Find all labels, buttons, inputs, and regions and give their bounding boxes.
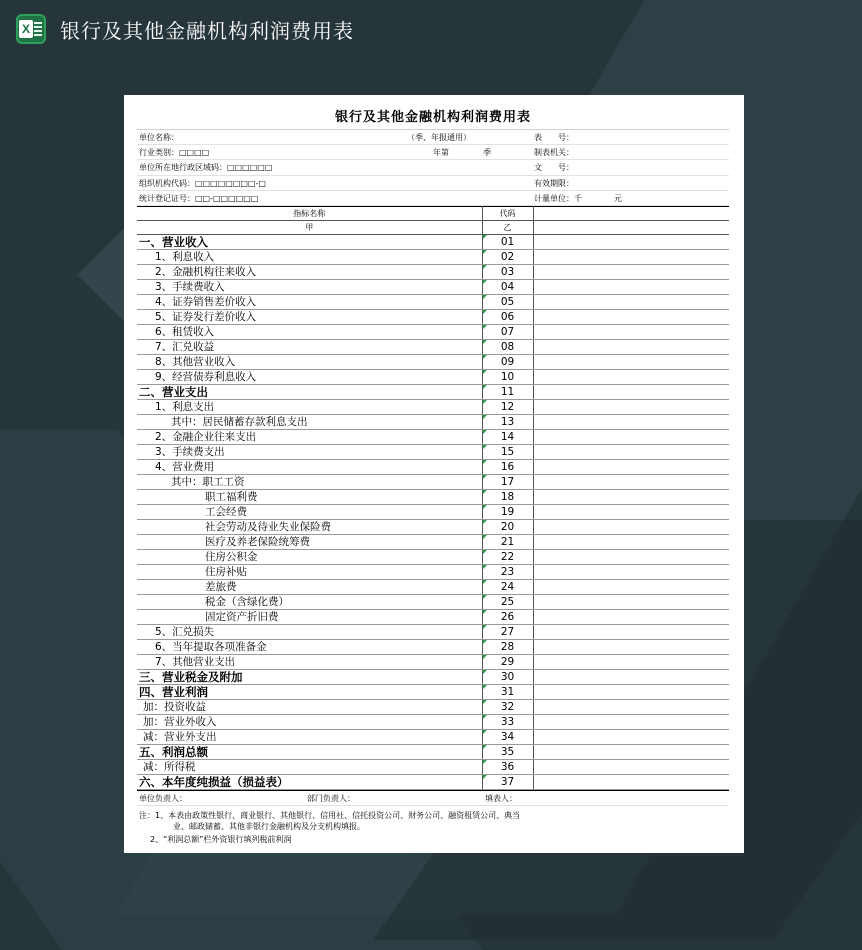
indicator-code: 17 (482, 474, 533, 489)
indicator-name: 税金（含绿化费） (137, 594, 482, 609)
table-header-row (137, 206, 729, 220)
table-row (137, 654, 729, 669)
value-cell[interactable] (533, 264, 729, 279)
indicator-name: 6、租赁收入 (137, 324, 482, 339)
indicator-name: 住房补贴 (137, 564, 482, 579)
indicator-code: 02 (482, 249, 533, 264)
table-row (137, 669, 729, 684)
table-subheader-row (137, 220, 729, 234)
value-cell[interactable] (533, 549, 729, 564)
indicator-code: 32 (482, 699, 533, 714)
value-cell[interactable] (533, 294, 729, 309)
indicator-code: 03 (482, 264, 533, 279)
indicator-name: 四、营业利润 (137, 684, 482, 699)
value-cell[interactable] (533, 624, 729, 639)
indicator-code: 28 (482, 639, 533, 654)
info-row (137, 176, 729, 191)
info-left: 行业类别：□□□□ (139, 148, 210, 158)
indicator-code: 21 (482, 534, 533, 549)
value-cell[interactable] (533, 354, 729, 369)
indicator-name: 社会劳动及待业失业保险费 (137, 519, 482, 534)
value-cell[interactable] (533, 504, 729, 519)
indicator-code: 36 (482, 759, 533, 774)
table-row (137, 549, 729, 564)
indicator-name: 固定资产折旧费 (137, 609, 482, 624)
notes (137, 806, 729, 845)
indicator-code: 24 (482, 579, 533, 594)
indicator-code: 05 (482, 294, 533, 309)
indicator-code: 08 (482, 339, 533, 354)
info-left: 统计登记证号：□□-□□□□□□ (139, 193, 259, 203)
indicator-code: 10 (482, 369, 533, 384)
window-title: 银行及其他金融机构利润费用表 (60, 18, 354, 43)
info-row (137, 191, 729, 206)
table-row (137, 369, 729, 384)
table-row (137, 264, 729, 279)
table-row (137, 744, 729, 759)
table-row (137, 684, 729, 699)
subheader-name: 甲 (137, 220, 482, 234)
indicator-code: 06 (482, 309, 533, 324)
value-cell[interactable] (533, 249, 729, 264)
info-right: 计量单位：千 元 (534, 193, 622, 203)
table-row (137, 474, 729, 489)
value-cell[interactable] (533, 639, 729, 654)
indicator-code: 37 (482, 774, 533, 789)
indicator-name: 4、证券销售差价收入 (137, 294, 482, 309)
indicator-code: 18 (482, 489, 533, 504)
value-cell[interactable] (533, 489, 729, 504)
indicator-code: 23 (482, 564, 533, 579)
value-cell[interactable] (533, 729, 729, 744)
indicator-code: 19 (482, 504, 533, 519)
indicator-code: 14 (482, 429, 533, 444)
indicator-name: 一、营业收入 (137, 234, 482, 249)
table-row (137, 564, 729, 579)
title-bar (0, 0, 862, 58)
value-cell[interactable] (533, 429, 729, 444)
subheader-code: 乙 (482, 220, 533, 234)
spreadsheet-page (124, 95, 744, 853)
table-row (137, 339, 729, 354)
report-title: 银行及其他金融机构利润费用表 (137, 107, 729, 130)
indicator-code: 34 (482, 729, 533, 744)
table-row (137, 504, 729, 519)
value-cell[interactable] (533, 234, 729, 249)
indicator-name: 其中：职工工资 (137, 474, 482, 489)
value-cell[interactable] (533, 579, 729, 594)
indicator-name: 工会经费 (137, 504, 482, 519)
indicator-code: 20 (482, 519, 533, 534)
indicator-code: 07 (482, 324, 533, 339)
table-row (137, 579, 729, 594)
info-mid2: 季 (483, 148, 491, 158)
table-row (137, 699, 729, 714)
unit-head-label: 单位负责人： (139, 793, 187, 803)
table-row (137, 234, 729, 249)
indicator-name: 差旅费 (137, 579, 482, 594)
value-cell[interactable] (533, 519, 729, 534)
value-cell[interactable] (533, 339, 729, 354)
value-cell[interactable] (533, 759, 729, 774)
indicator-code: 27 (482, 624, 533, 639)
value-cell[interactable] (533, 774, 729, 789)
excel-icon: X (16, 14, 46, 44)
indicator-name: 减：营业外支出 (137, 729, 482, 744)
info-right: 表 号： (534, 133, 574, 142)
table-row (137, 594, 729, 609)
info-row (137, 145, 729, 160)
indicator-name: 其中：居民储蓄存款利息支出 (137, 414, 482, 429)
table-row (137, 384, 729, 399)
signature-row (137, 791, 729, 806)
value-cell[interactable] (533, 369, 729, 384)
value-cell[interactable] (533, 474, 729, 489)
table-row (137, 489, 729, 504)
value-cell[interactable] (533, 399, 729, 414)
info-right: 文 号： (534, 163, 574, 173)
info-row (137, 160, 729, 175)
indicator-name: 9、经营债券利息收入 (137, 369, 482, 384)
report-form (137, 107, 729, 845)
indicator-name: 2、金融机构往来收入 (137, 264, 482, 279)
indicator-code: 12 (482, 399, 533, 414)
info-mid: 年第 (433, 148, 449, 158)
indicator-name: 1、利息支出 (137, 399, 482, 414)
indicator-name: 7、其他营业支出 (137, 654, 482, 669)
indicator-name: 8、其他营业收入 (137, 354, 482, 369)
table-row (137, 249, 729, 264)
indicator-code: 33 (482, 714, 533, 729)
table-row (137, 624, 729, 639)
table-row (137, 354, 729, 369)
table-row (137, 279, 729, 294)
report-info-block (137, 130, 729, 206)
indicator-name: 4、营业费用 (137, 459, 482, 474)
table-row (137, 534, 729, 549)
table-row (137, 429, 729, 444)
indicator-code: 13 (482, 414, 533, 429)
table-row (137, 309, 729, 324)
indicator-name: 加：营业外收入 (137, 714, 482, 729)
value-cell[interactable] (533, 609, 729, 624)
value-cell[interactable] (533, 459, 729, 474)
value-cell[interactable] (533, 699, 729, 714)
table-row (137, 324, 729, 339)
info-left: 组织机构代码：□□□□□□□□-□ (139, 178, 266, 188)
header-value (533, 206, 729, 220)
table-row (137, 774, 729, 789)
indicator-name: 六、本年度纯损益（损益表） (137, 774, 482, 789)
indicator-name: 1、利息收入 (137, 249, 482, 264)
value-cell[interactable] (533, 384, 729, 399)
info-right: 制表机关： (534, 148, 574, 158)
value-cell[interactable] (533, 594, 729, 609)
indicator-name: 5、汇兑损失 (137, 624, 482, 639)
indicator-code: 04 (482, 279, 533, 294)
table-row (137, 294, 729, 309)
value-cell[interactable] (533, 684, 729, 699)
info-right: 有效期限： (534, 178, 574, 188)
indicator-name: 医疗及养老保险统筹费 (137, 534, 482, 549)
value-cell[interactable] (533, 744, 729, 759)
info-left: 单位所在地行政区域码：□□□□□□ (139, 163, 273, 173)
table-row (137, 759, 729, 774)
dept-head-label: 部门负责人： (307, 793, 355, 803)
report-footer (137, 790, 729, 845)
indicator-name: 3、手续费收入 (137, 279, 482, 294)
indicator-code: 22 (482, 549, 533, 564)
info-left: 单位名称： (139, 133, 179, 142)
indicator-name: 3、手续费支出 (137, 444, 482, 459)
info-mid: （季、年报通用） (407, 133, 471, 142)
indicator-name: 五、利润总额 (137, 744, 482, 759)
indicator-code: 26 (482, 609, 533, 624)
table-row (137, 459, 729, 474)
indicator-code: 16 (482, 459, 533, 474)
value-cell[interactable] (533, 444, 729, 459)
table-row (137, 729, 729, 744)
indicator-name: 2、金融企业往来支出 (137, 429, 482, 444)
indicator-name: 5、证券发行差价收入 (137, 309, 482, 324)
indicator-code: 29 (482, 654, 533, 669)
table-row (137, 444, 729, 459)
table-row (137, 639, 729, 654)
indicator-name: 二、营业支出 (137, 384, 482, 399)
indicator-code: 09 (482, 354, 533, 369)
filler-label: 填表人： (485, 793, 517, 803)
indicator-name: 减：所得税 (137, 759, 482, 774)
header-code: 代码 (482, 206, 533, 220)
table-row (137, 399, 729, 414)
table-row (137, 609, 729, 624)
indicator-code: 11 (482, 384, 533, 399)
indicator-name: 6、当年提取各项准备金 (137, 639, 482, 654)
value-cell[interactable] (533, 654, 729, 669)
value-cell[interactable] (533, 534, 729, 549)
table-row (137, 714, 729, 729)
subheader-value (533, 220, 729, 234)
value-cell[interactable] (533, 414, 729, 429)
value-cell[interactable] (533, 324, 729, 339)
indicator-name: 加：投资收益 (137, 699, 482, 714)
indicator-code: 31 (482, 684, 533, 699)
value-cell[interactable] (533, 279, 729, 294)
indicator-name: 住房公积金 (137, 549, 482, 564)
note-line: 2、“利润总额”栏外资银行填列税前利润 (150, 834, 292, 844)
indicator-code: 35 (482, 744, 533, 759)
indicator-code: 30 (482, 669, 533, 684)
value-cell[interactable] (533, 564, 729, 579)
indicator-name: 职工福利费 (137, 489, 482, 504)
indicator-name: 7、汇兑收益 (137, 339, 482, 354)
indicator-table (137, 206, 729, 790)
header-name: 指标名称 (137, 206, 482, 220)
indicator-code: 01 (482, 234, 533, 249)
value-cell[interactable] (533, 669, 729, 684)
value-cell[interactable] (533, 714, 729, 729)
info-row (137, 130, 729, 145)
note-line: 业、邮政储蓄、其他非银行金融机构及分支机构填报。 (173, 821, 365, 831)
note-line: 注：1、本表由政策性银行、商业银行、其他银行、信用社、信托投资公司、财务公司、融资租赁公司、典当 (139, 810, 521, 820)
table-row (137, 519, 729, 534)
indicator-code: 25 (482, 594, 533, 609)
table-row (137, 414, 729, 429)
indicator-code: 15 (482, 444, 533, 459)
indicator-name: 三、营业税金及附加 (137, 669, 482, 684)
value-cell[interactable] (533, 309, 729, 324)
